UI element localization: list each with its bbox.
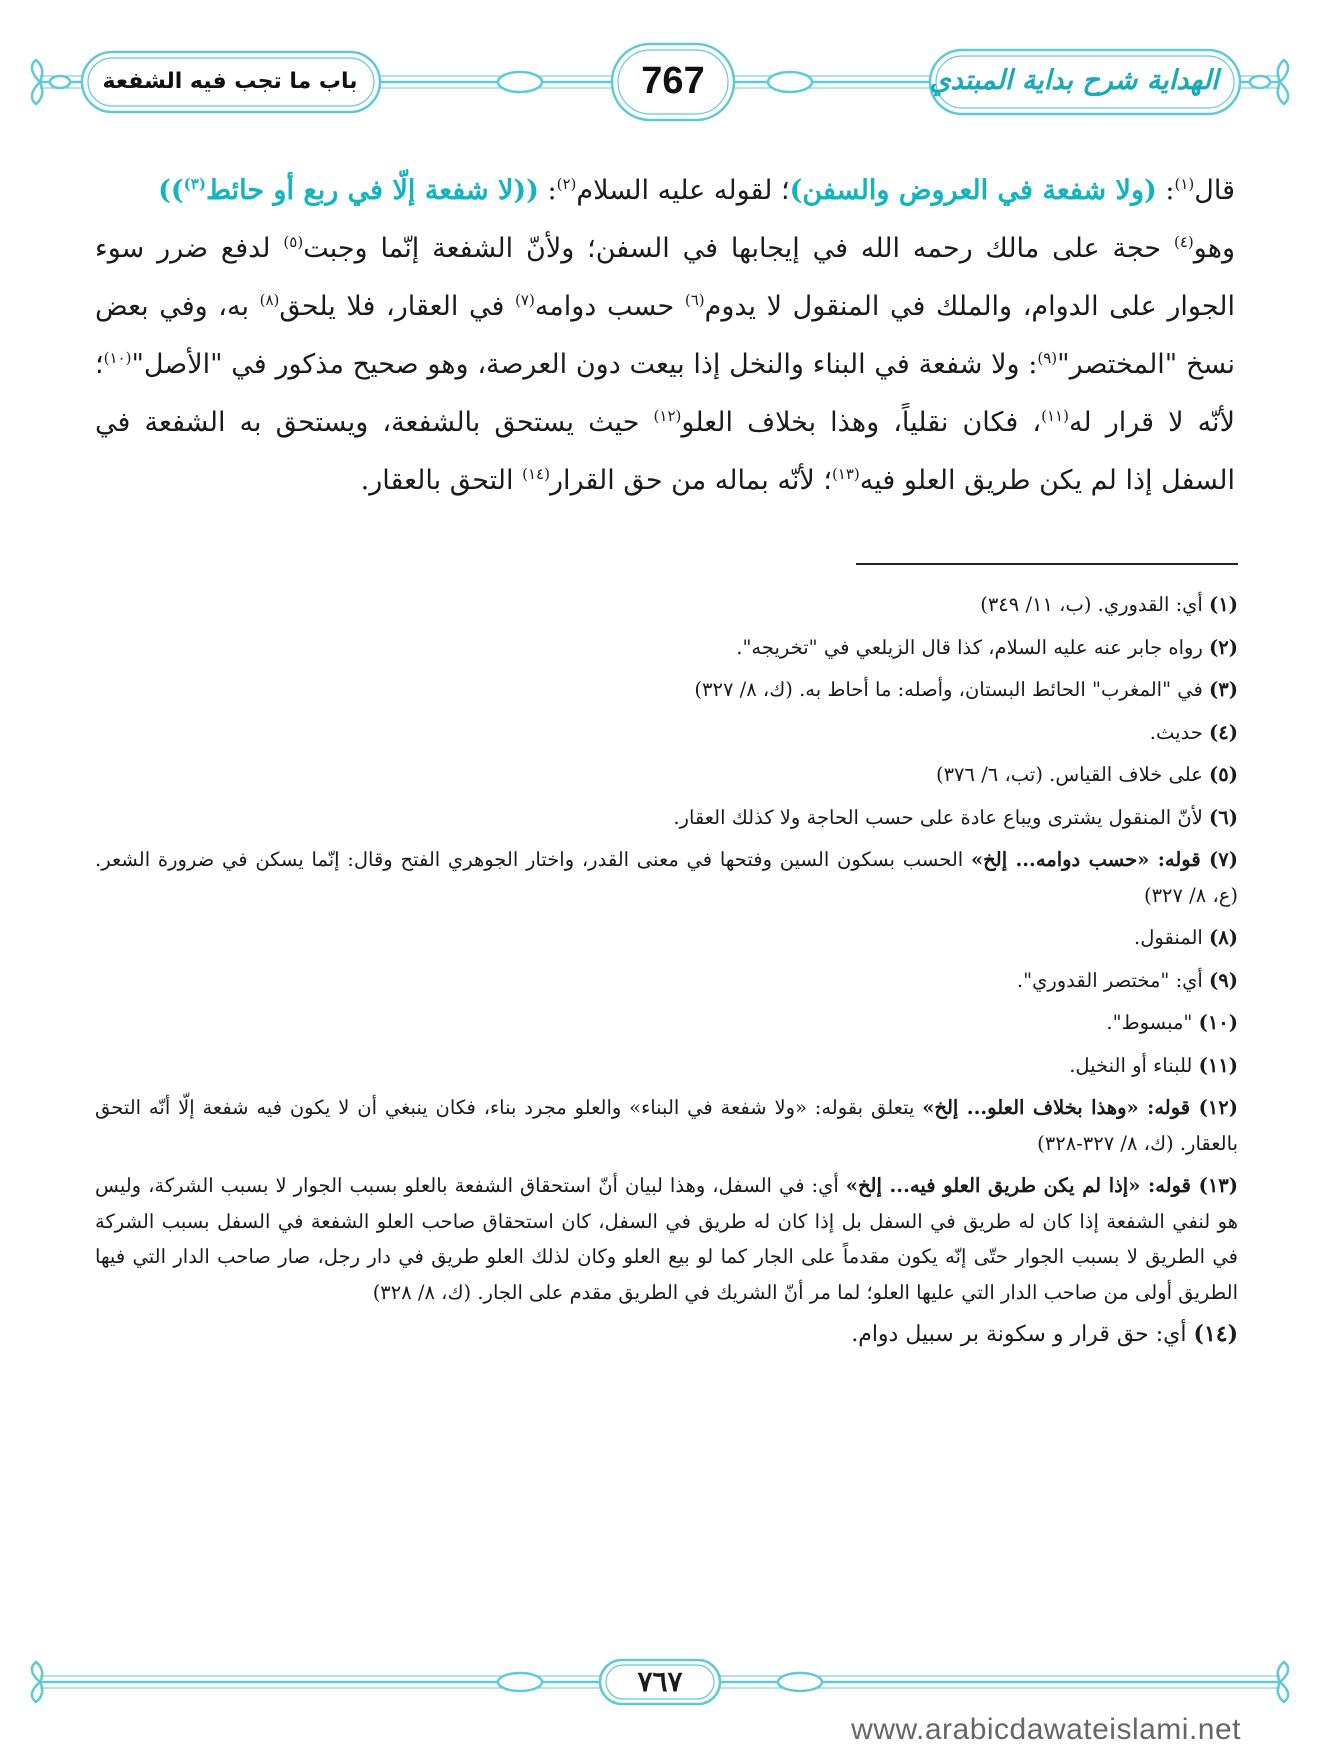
matn-quote: (ولا شفعة في العروض والسفن): [789, 175, 1157, 206]
footnote-number: (١٠): [1198, 1011, 1238, 1034]
footnote-12: [95, 1090, 1238, 1161]
footnote-divider: [856, 563, 1238, 565]
footnote-text: يتعلق بقوله: «ولا شفعة في البناء» والعلو مجرد بناء، فكان ينبغي أن لا يكون فيه شفعة إلّا أنّه التحق بالعقار. (ك، ٨/ ٣٢٧-٣٢٨): [95, 1096, 1238, 1155]
footnote-ref: (٦): [684, 291, 705, 309]
main-text: [95, 162, 1235, 510]
footnote-number: (٧): [1209, 848, 1238, 871]
footnote-text: الحسب بسكون السين وفتحها في معنى القدر، واختار الجوهري الفتح وقال: إنّما يسكن في ضرورة الشعر. (ع، ٨/ ٣٢٧): [95, 848, 1238, 907]
footnote-text: على خلاف القياس. (تب، ٦/ ٣٧٦): [935, 763, 1210, 786]
footnote-number: (١٣): [1198, 1174, 1238, 1197]
text-segment: حجة على مالك رحمه الله في إيجابها في السفن؛ ولأنّ الشفعة إنّما وجبت: [303, 233, 1174, 264]
page-number-header: 767: [641, 60, 705, 102]
footnote-lemma: قوله: «حسب دوامه... إلخ»: [970, 848, 1210, 871]
text-segment: وهو: [1193, 233, 1235, 264]
footnote-1: [95, 587, 1238, 623]
footnote-text: حديث.: [1149, 720, 1210, 744]
footnote-ref: (٣): [183, 175, 206, 193]
text-segment: ، فكان نقلياً، وهذا بخلاف العلو: [681, 407, 1042, 438]
footnote-text: المنقول.: [1134, 926, 1210, 949]
footnote-number: (٢): [1209, 635, 1238, 659]
footnote-5: [95, 757, 1238, 793]
text-segment: لدفع ضرر سوء الجوار على الدوام، والملك في المنقول لا يدوم: [95, 233, 1235, 322]
hadith-quote: ((لا شفعة إلّا في ربع أو حائط: [205, 175, 539, 206]
footnote-number: (١٢): [1198, 1096, 1238, 1119]
footnote-ref: (١٠): [103, 349, 132, 367]
main-paragraph-1: [95, 162, 1235, 220]
footnote-4: [95, 715, 1238, 751]
footnote-6: [95, 800, 1238, 836]
footnote-ref: (٥): [283, 233, 304, 251]
footnotes-list: [95, 587, 1238, 1360]
footnote-text: في "المغرب" الحائط البستان، وأصله: ما أحاط به. (ك، ٨/ ٣٢٧): [694, 678, 1210, 701]
footnote-number: (١٤): [1193, 1321, 1238, 1347]
text-segment: في العقار، فلا يلحق: [279, 291, 516, 322]
footnote-ref: (٧): [515, 291, 535, 309]
footnote-number: (٣): [1209, 678, 1238, 701]
text-segment: به، وفي بعض نسخ "المختصر": [95, 291, 1235, 380]
footnote-lemma: قوله: «إذا لم يكن طريق العلو فيه... إلخ»: [845, 1174, 1199, 1197]
hadith-quote-end: )): [158, 175, 184, 206]
footnote-text: للبناء أو النخيل.: [1069, 1053, 1199, 1077]
text-segment: ؛ لقوله عليه السلام: [576, 175, 790, 206]
footnote-ref: (١١): [1041, 407, 1069, 425]
footnote-13: [95, 1168, 1238, 1310]
footnote-text: رواه جابر عنه عليه السلام، كذا قال الزيلعي في "تخريجه".: [736, 635, 1210, 659]
footnote-9: [95, 963, 1238, 999]
footnote-number: (٥): [1209, 763, 1238, 786]
footnote-11: [95, 1048, 1238, 1084]
text-segment: ؛ لأنّه لا قرار له: [95, 349, 1235, 438]
text-segment: حسب دوامه: [534, 291, 685, 322]
footnote-3: [95, 672, 1238, 708]
footnote-number: (١): [1209, 593, 1238, 616]
footnote-14: [95, 1317, 1238, 1353]
footnote-ref: (١٣): [831, 465, 860, 483]
footnote-text: أي: "مختصر القدوري".: [1016, 968, 1210, 992]
footnote-2: [95, 630, 1238, 666]
footnote-ref: (٩): [1037, 349, 1058, 367]
footnote-text: أي: في السفل، وهذا لبيان أنّ استحقاق الشفعة بالعلو بسبب الجوار لا بسبب الشركة، وليس هو لنفي الشفعة إذا كان له طريق في السفل بل إذا كان له طريق في السفل، كان استحقاق صاحب العلو الشفعة في السفل بسبب الشركة في الطريق لا بسبب الجوار حتّى إنّه يكون مقدماً على الجار كما لو بيع العلو وكان لذلك العلو طريق في دار رجل، صار صاحب الدار التي فيها الطريق أولى من صاحب الدار التي عليها العلو؛ لما مر أنّ الشريك في الطريق مقدم على الجار. (ك، ٨/ ٣٢٨): [95, 1174, 1238, 1304]
page-number-footer: ٧٦٧: [637, 1665, 683, 1698]
footnote-ref: (١): [1174, 175, 1195, 193]
chapter-title: باب ما تجب فيه الشفعة: [102, 69, 358, 94]
text-segment: :: [1156, 175, 1175, 206]
footnote-lemma: قوله: «وهذا بخلاف العلو... إلخ»: [922, 1096, 1199, 1119]
footnote-number: (٩): [1209, 968, 1238, 992]
footnote-number: (٤): [1209, 720, 1238, 744]
footnote-7: [95, 842, 1238, 913]
text-segment: حيث يستحق بالشفعة، ويستحق به الشفعة في السفل إذا لم يكن طريق العلو فيه: [95, 407, 1235, 496]
footnote-text: أي: حق قرار و سكونة بر سبيل دوام.: [851, 1322, 1194, 1347]
footnote-ref: (٤): [1173, 233, 1194, 251]
website-watermark: www.arabicdawateislami.net: [851, 1713, 1241, 1746]
book-title: الهداية شرح بداية المبتدي: [929, 65, 1219, 96]
text-segment: التحق بالعقار.: [360, 465, 523, 496]
text-segment: :: [538, 175, 557, 206]
footnote-text: أي: القدوري. (ب، ١١/ ٣٤٩): [980, 593, 1210, 616]
footnote-ref: (١٢): [653, 407, 682, 425]
footnote-ref: (٢): [556, 175, 577, 193]
footnote-ref: (١٤): [522, 465, 550, 483]
footnote-text: لأنّ المنقول يشترى ويباع عادة على حسب الحاجة ولا كذلك العقار.: [673, 805, 1210, 829]
text-segment: : ولا شفعة في البناء والنخل إذا بيعت دون العرصة، وهو صحيح مذكور في "الأصل": [131, 349, 1038, 380]
footnote-number: (٨): [1209, 926, 1238, 949]
page-header: [0, 0, 1319, 150]
text-segment: ؛ لأنّه بماله من حق القرار: [549, 465, 832, 496]
footnote-ref: (٨): [259, 291, 280, 309]
footnote-text: "مبسوط".: [1106, 1011, 1199, 1034]
footnote-8: [95, 920, 1238, 956]
text-segment: قال: [1194, 175, 1235, 206]
footnote-number: (٦): [1209, 805, 1238, 829]
footnote-number: (١١): [1198, 1053, 1238, 1077]
footnote-10: [95, 1005, 1238, 1041]
main-paragraph-2: [95, 220, 1235, 510]
